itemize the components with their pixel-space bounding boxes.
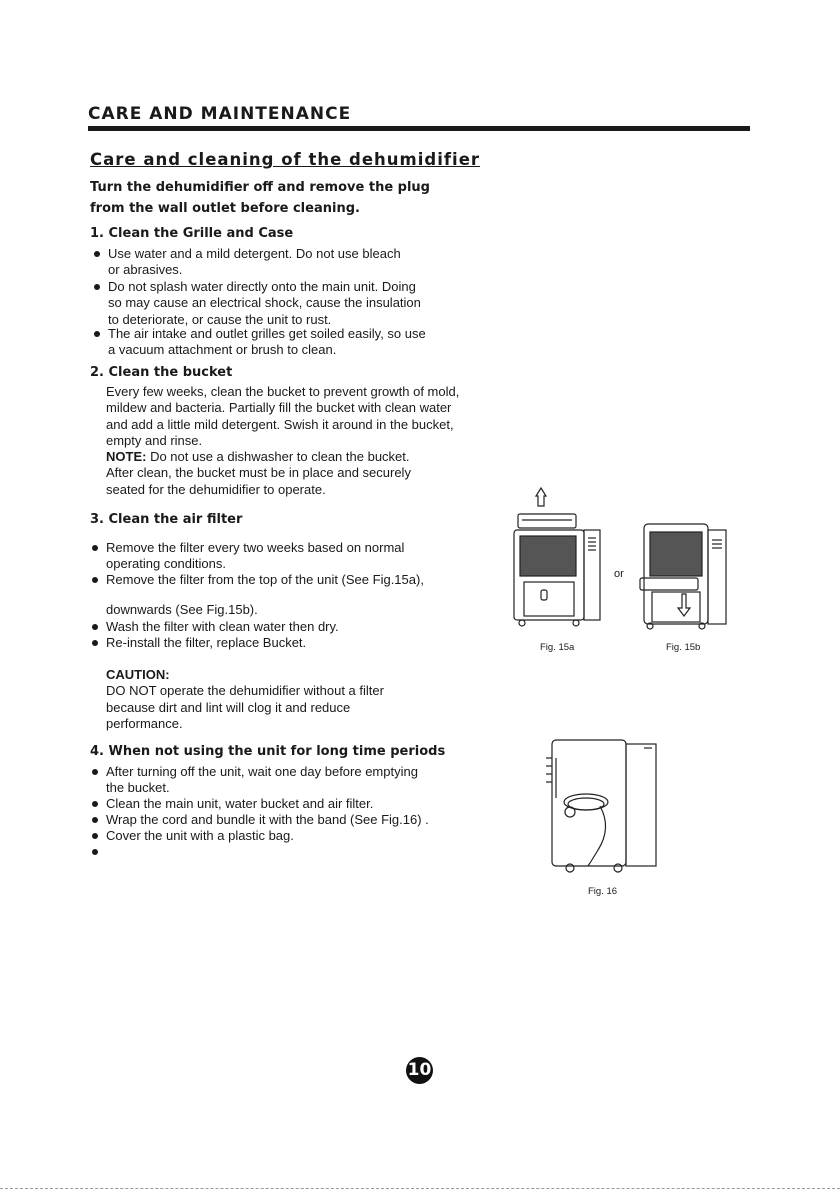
s2-line-1: Every few weeks, clean the bucket to prevent growth of mold, (106, 384, 460, 399)
s3-caution (106, 667, 384, 732)
s3-b1-line-2: operating conditions. (106, 556, 226, 572)
s2-line-4: empty and rinse. (106, 432, 203, 448)
section-3-heading: 3. Clean the air filter (90, 512, 243, 527)
caution-line-1: DO NOT operate the dehumidifier without a filter (106, 683, 384, 699)
section-2-heading: 2. Clean the bucket (90, 365, 233, 380)
page-bottom-dashed-rule (0, 1188, 840, 1189)
s1-bullet-1 (108, 246, 401, 279)
s2-line-2: mildew and bacteria. Partially fill the bucket with clean water (106, 400, 452, 416)
note-label: NOTE: (106, 449, 147, 465)
s3-bullet-3: Wash the filter with clean water then dry. (106, 619, 339, 634)
s2-note (106, 449, 459, 465)
section-title: CARE AND MAINTENANCE (88, 104, 352, 124)
warning-line-1: Turn the dehumidifier off and remove the plug (90, 180, 430, 195)
s2-after-line-1: After clean, the bucket must be in place and securely (106, 465, 411, 481)
s1-b2-line-1: Do not splash water directly onto the main unit. Doing (108, 279, 416, 294)
fig-16-illustration (540, 738, 660, 878)
s4-bullet-3: Wrap the cord and bundle it with the band (See Fig.16) . (106, 812, 429, 827)
s1-bullet-3 (108, 326, 426, 359)
fig-16-caption: Fig. 16 (588, 886, 618, 897)
fig-15a-illustration (508, 486, 618, 636)
s1-b3-line-2: a vacuum attachment or brush to clean. (108, 342, 337, 358)
s3-bullet-2: Remove the filter from the top of the unit (See Fig.15a), (106, 572, 424, 587)
s2-after-line-2: seated for the dehumidifier to operate. (106, 481, 326, 497)
down-arrow-icon (678, 594, 690, 616)
s4-bullet-2: Clean the main unit, water bucket and air filter. (106, 796, 374, 811)
s1-b3-line-1: The air intake and outlet grilles get soiled easily, so use (108, 326, 426, 341)
s4-bullet-4: Cover the unit with a plastic bag. (106, 828, 294, 843)
caution-label: CAUTION: (106, 667, 170, 682)
s1-b2-line-3: to deteriorate, or cause the unit to rust. (108, 311, 332, 327)
s2-line-3: and add a little mild detergent. Swish it around in the bucket, (106, 416, 454, 432)
fig-15b-caption: Fig. 15b (666, 642, 701, 653)
header-rule (88, 126, 750, 131)
section-4-heading: 4. When not using the unit for long time periods (90, 744, 446, 759)
page-number-badge: 10 (406, 1057, 433, 1084)
caution-line-3: performance. (106, 715, 183, 731)
s3-bullet-2-cont: downwards (See Fig.15b). (106, 602, 258, 617)
s3-bullet-4: Re-install the filter, replace Bucket. (106, 635, 307, 650)
s3-b1-line-1: Remove the filter every two weeks based on normal (106, 540, 405, 555)
fig-15a-caption: Fig. 15a (540, 642, 575, 653)
up-arrow-icon (536, 488, 546, 506)
s4-bullet-5-empty (92, 849, 98, 855)
caution-line-2: because dirt and lint will clog it and reduce (106, 699, 351, 715)
section-1-heading: 1. Clean the Grille and Case (90, 226, 294, 241)
s1-b1-line-1: Use water and a mild detergent. Do not use bleach (108, 246, 401, 261)
or-label: or (614, 568, 624, 580)
s4-b1-line-1: After turning off the unit, wait one day before emptying (106, 764, 418, 779)
s4-bullet-1 (106, 764, 418, 797)
s2-paragraph (106, 384, 459, 498)
s1-bullet-2 (108, 279, 421, 328)
s3-bullet-1 (106, 540, 404, 573)
note-text: Do not use a dishwasher to clean the bucket. (146, 449, 410, 465)
s1-b2-line-2: so may cause an electrical shock, cause the insulation (108, 295, 421, 311)
page-subtitle: Care and cleaning of the dehumidifier (90, 150, 481, 169)
s4-b1-line-2: the bucket. (106, 780, 170, 796)
cord-icon (588, 806, 606, 866)
fig-15b-illustration (636, 520, 734, 632)
warning-line-2: from the wall outlet before cleaning. (90, 201, 360, 216)
s1-b1-line-2: or abrasives. (108, 262, 183, 278)
warning-text (90, 177, 430, 219)
